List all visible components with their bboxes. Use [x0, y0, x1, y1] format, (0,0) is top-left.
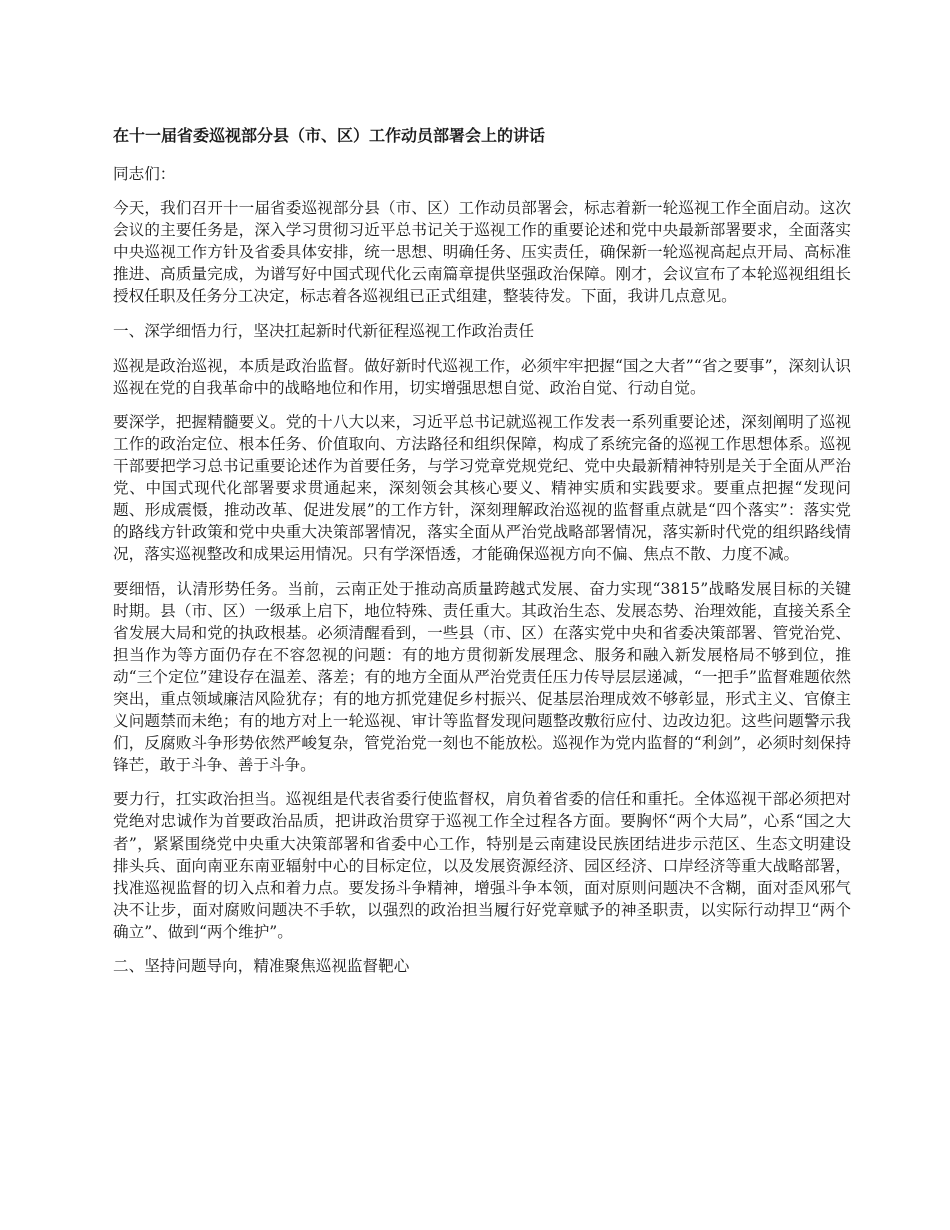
document-title: 在十一届省委巡视部分县（市、区）工作动员部署会上的讲话	[113, 126, 546, 145]
document-page	[113, 125, 851, 990]
section-1-paragraph: 要深学，把握精髓要义。党的十八大以来，习近平总书记就巡视工作发表一系列重要论述，深刻阐明了巡视工作的政治定位、根本任务、价值取向、方法路径和组织保障，构成了系统完备的巡视工作思想体系。巡视干部要把学习总书记重要论述作为首要任务，与学习党章党规党纪、党中央最新精神特别是关于全面从严治党、中国式现代化部署要求贯通起来，深刻领会其核心要义、精神实质和实践要求。要重点把握“发现问题、形成震慑，推动改革、促进发展”的工作方针，深刻理解政治巡视的监督重点就是“四个落实”：落实党的路线方针政策和党中央重大决策部署情况，落实全面从严治党战略部署情况，落实新时代党的组织路线情况，落实巡视整改和成果运用情况。只有学深悟透，才能确保巡视方向不偏、焦点不散、力度不减。	[113, 412, 851, 564]
section-2-heading: 二、坚持问题导向，精准聚焦巡视监督靶心	[113, 957, 410, 975]
salutation: 同志们：	[113, 165, 176, 183]
intro-paragraph: 今天，我们召开十一届省委巡视部分县（市、区）工作动员部署会，标志着新一轮巡视工作全面启动。这次会议的主要任务是，深入学习贯彻习近平总书记关于巡视工作的重要论述和党中央最新部署要求，全面落实中央巡视工作方针及省委具体安排，统一思想、明确任务、压实责任，确保新一轮巡视高起点开局、高标准推进、高质量完成，为谱写好中国式现代化云南篇章提供坚强政治保障。刚才，会议宣布了本轮巡视组组长授权任职及任务分工决定，标志着各巡视组已正式组建，整装待发。下面，我讲几点意见。	[113, 199, 851, 306]
section-1-paragraph: 巡视是政治巡视，本质是政治监督。做好新时代巡视工作，必须牢牢把握“国之大者”“省之要事”，深刻认识巡视在党的自我革命中的战略地位和作用，切实增强思想自觉、政治自觉、行动自觉。	[113, 356, 851, 397]
section-1-heading: 一、深学细悟力行，坚决扛起新时代新征程巡视工作政治责任	[113, 321, 535, 340]
section-1-paragraph: 要力行，扛实政治担当。巡视组是代表省委行使监督权，肩负着省委的信任和重托。全体巡视干部必须把对党绝对忠诚作为首要政治品质，把讲政治贯穿于巡视工作全过程各方面。要胸怀“两个大局”，心系“国之大者”，紧紧围绕党中央重大决策部署和省委中心工作，特别是云南建设民族团结进步示范区、生态文明建设排头兵、面向南亚东南亚辐射中心的目标定位，以及发展资源经济、园区经济、口岸经济等重大战略部署，找准巡视监督的切入点和着力点。要发扬斗争精神，增强斗争本领，面对原则问题决不含糊，面对歪风邪气决不让步，面对腐败问题决不手软，以强烈的政治担当履行好党章赋予的神圣职责，以实际行动捍卫“两个确立”、做到“两个维护”。	[113, 790, 851, 941]
section-1-paragraph: 要细悟，认清形势任务。当前，云南正处于推动高质量跨越式发展、奋力实现“3815”战略发展目标的关键时期。县（市、区）一级承上启下，地位特殊、责任重大。其政治生态、发展态势、治理效能，直接关系全省发展大局和党的执政根基。必须清醒看到，一些县（市、区）在落实党中央和省委决策部署、管党治党、担当作为等方面仍存在不容忽视的问题：有的地方贯彻新发展理念、服务和融入新发展格局不够到位，推动“三个定位”建设存在温差、落差；有的地方全面从严治党责任压力传导层层递减，“一把手”监督难题依然突出，重点领域廉洁风险犹存；有的地方抓党建促乡村振兴、促基层治理成效不够彰显，形式主义、官僚主义问题禁而未绝；有的地方对上一轮巡视、审计等监督发现问题整改敷衍应付、边改边犯。这些问题警示我们，反腐败斗争形势依然严峻复杂，管党治党一刻也不能放松。巡视作为党内监督的“利剑”，必须时刻保持锋芒，敢于斗争、善于斗争。	[113, 579, 851, 775]
